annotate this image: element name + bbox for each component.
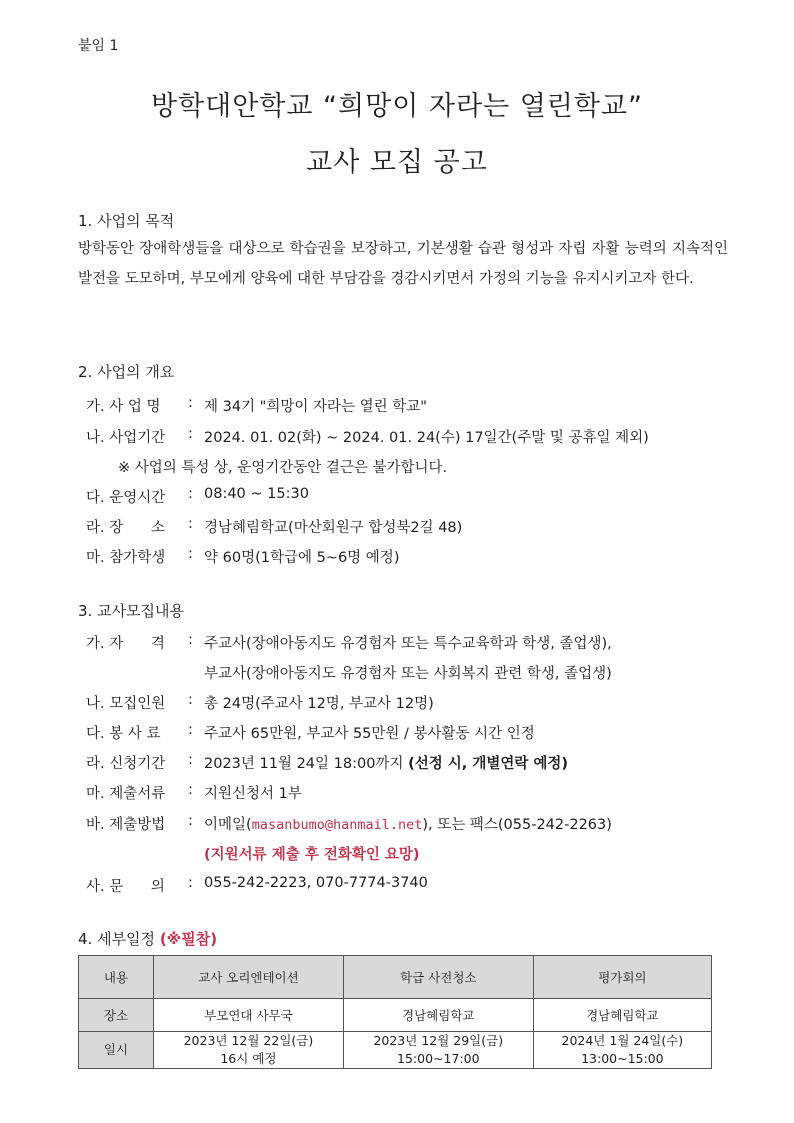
table-header: 학급 사전청소 [343, 956, 533, 999]
section3-heading: 3. 교사모집내용 [78, 602, 185, 620]
table-cell: 2024년 1월 24일(수) 13:00~15:00 [533, 1032, 711, 1069]
recruit-value: 2023년 11월 24일 18:00까지 [204, 756, 404, 772]
overview-value: 08:40 ~ 15:30 [204, 486, 309, 502]
recruit-label: 다. 봉 사 료 [86, 726, 161, 742]
table-header: 평가회의 [533, 956, 711, 999]
email-link[interactable]: masanbumo@hanmail.net [251, 817, 423, 833]
method-warning: (지원서류 제출 후 전화확인 요망) [204, 847, 420, 863]
overview-value: 제 34기 "희망이 자라는 열린 학교" [204, 399, 427, 415]
recruit-label: 가. 자 격 [86, 636, 165, 652]
recruit-value: 055-242-2223, 070-7774-3740 [204, 875, 428, 891]
table-cell: 부모연대 사무국 [154, 999, 344, 1032]
recruit-label: 사. 문 의 [86, 879, 165, 895]
overview-label: 가. 사 업 명 [86, 399, 161, 415]
overview-label: 마. 참가학생 [86, 550, 166, 566]
table-row-head: 일시 [79, 1032, 154, 1069]
attachment-label: 붙임 1 [78, 38, 119, 54]
recruit-label: 라. 신청기간 [86, 756, 166, 772]
table-cell: 경남혜림학교 [533, 999, 711, 1032]
recruit-label: 바. 제출방법 [86, 817, 166, 833]
recruit-value: 지원신청서 1부 [204, 786, 302, 802]
section2-heading: 2. 사업의 개요 [78, 363, 175, 381]
table-row [79, 1032, 712, 1069]
page-title: 방학대안학교 “희망이 자라는 열린학교” [150, 91, 644, 122]
overview-label: 나. 사업기간 [86, 430, 166, 446]
recruit-label: 나. 모집인원 [86, 696, 166, 712]
overview-value: 약 60명(1학급에 5~6명 예정) [204, 550, 400, 566]
table-cell: 경남혜림학교 [343, 999, 533, 1032]
table-row [79, 999, 712, 1032]
overview-value: 경남혜림학교(마산회원구 합성북2길 48) [204, 520, 463, 536]
section1-heading: 1. 사업의 목적 [78, 212, 175, 230]
recruit-value: 주교사 65만원, 부교사 55만원 / 봉사활동 시간 인정 [204, 726, 535, 742]
table-cell: 2023년 12월 29일(금) 15:00~17:00 [343, 1032, 533, 1069]
overview-value: 2024. 01. 02(화) ~ 2024. 01. 24(수) 17일간(주말 및 공휴일 제외) [204, 430, 649, 446]
overview-note: ※ 사업의 특성 상, 운영기간동안 결근은 불가합니다. [118, 460, 448, 476]
table-cell: 2023년 12월 22일(금) 16시 예정 [154, 1032, 344, 1069]
table-header: 교사 오리엔테이션 [154, 956, 344, 999]
method-suffix: ), 또는 팩스(055-242-2263) [422, 817, 612, 833]
section4-heading: 4. 세부일정 (※필참) [78, 930, 218, 948]
schedule-table [78, 955, 712, 1069]
table-header: 내용 [79, 956, 154, 999]
recruit-value: 주교사(장애아동지도 유경험자 또는 특수교육학과 학생, 졸업생), [204, 636, 612, 652]
mandatory-note: (※필참) [159, 930, 218, 948]
recruit-value: 총 24명(주교사 12명, 부교사 12명) [204, 696, 434, 712]
recruit-label: 마. 제출서류 [86, 786, 166, 802]
recruit-value: 부교사(장애아동지도 유경험자 또는 사회복지 관련 학생, 졸업생) [204, 666, 612, 682]
page-subtitle: 교사 모집 공고 [306, 147, 488, 178]
recruit-period-note: (선정 시, 개별연락 예정) [408, 756, 569, 772]
overview-label: 다. 운영시간 [86, 490, 166, 506]
method-prefix: 이메일( [204, 817, 252, 833]
table-row-head: 장소 [79, 999, 154, 1032]
section1-body: 방학동안 장애학생들을 대상으로 학습권을 보장하고, 기본생활 습관 형성과 자립 자활 능력의 지속적인 발전을 도모하며, 부모에게 양육에 대한 부담감을 경감시키면서 가정의 기능을 유지시키고자 한다. [78, 241, 728, 287]
overview-label: 라. 장 소 [86, 520, 165, 536]
